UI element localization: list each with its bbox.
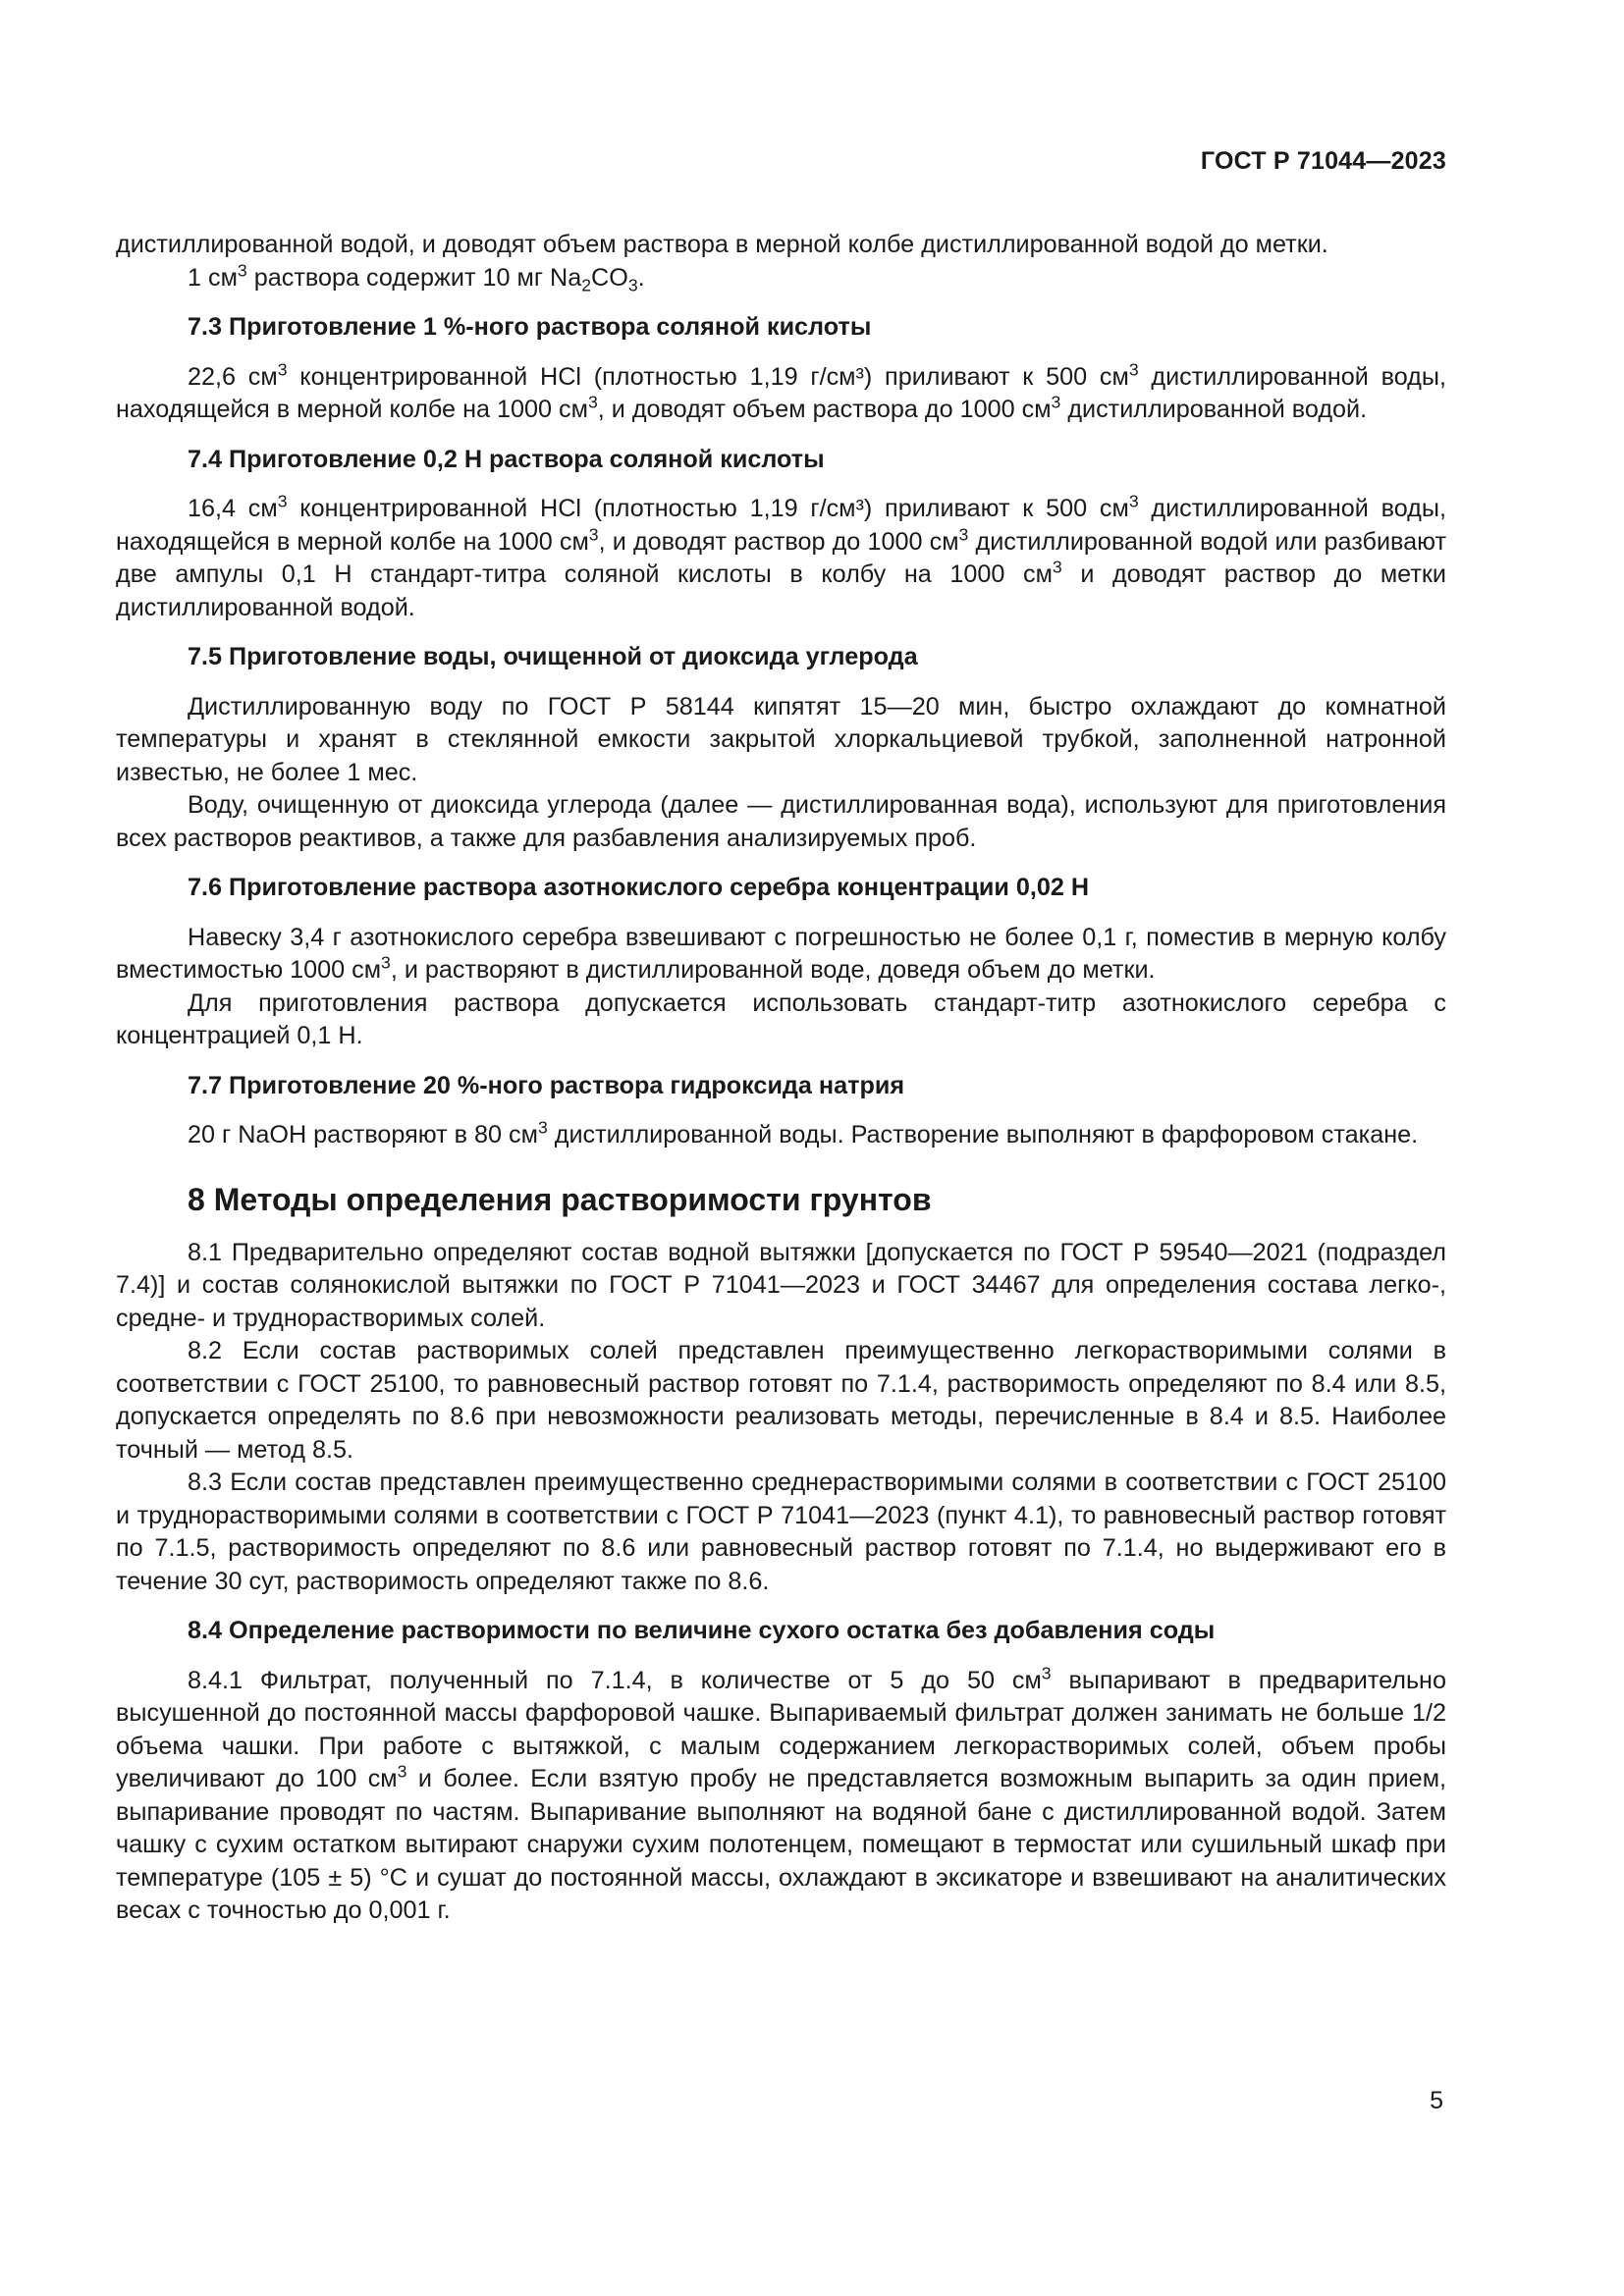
section-8-heading: 8 Методы определения растворимости грунтов (188, 1181, 932, 1217)
standard-header: ГОСТ Р 71044—2023 (1200, 147, 1446, 175)
section-8-4-heading: 8.4 Определение растворимости по величине сухого остатка без добавления соды (188, 1617, 1216, 1644)
section-8-4-1-text: 8.4.1 Фильтрат, полученный по 7.1.4, в количестве от 5 до 50 $см^3$ выпаривают в предварительно высушенной до постоянной массы фарфоровой чашке. Выпариваемый фильтрат должен занимать не больше 1/2 объема чашки. При работе с вытяжкой, с малым содержанием легкорастворимых солей, объем пробы увеличивают до 100 $см^3$ и более. Если взятую пробу не представляется возможным выпарить за один прием, выпаривание проводят по частям. Выпаривание выполняют на водяной бане с дистиллированной водой. Затем чашку с сухим остатком вытирают снаружи сухим полотенцем, помещают в термостат или сушильный шкаф при температуре (105 ± 5) °С и сушат до постоянной массы, охлаждают в эксикаторе и взвешивают на аналитических весах с точностью до 0,001 г. (116, 1662, 1447, 1924)
section-8-3-text: 8.3 Если состав представлен преимущественно среднерастворимыми солями в соответствии с ГОСТ 25100 и труднорастворимыми солями в соответствии с ГОСТ Р 71041—2023 (пункт 4.1), то равновесный раствор готовят по 7.1.5, растворимость определяют по 8.6 или равновесный раствор готовят по 7.1.4, но выдерживают его в течение 30 сут, растворимость определяют также по 8.6. (116, 1468, 1446, 1595)
section-8-2-text: 8.2 Если состав растворимых солей представлен преимущественно легкорастворимыми солями в соответствии с ГОСТ 25100, то равновесный раствор готовят по 7.1.4, растворимость определяют по 8.4 или 8.5, допускается определять по 8.6 при невозможности реализовать методы, перечисленные в 8.4 и 8.5. Наиболее точный — метод 8.5. (116, 1337, 1446, 1464)
section-7-6-text-1: Навеску 3,4 г азотнокислого серебра взвешивают с погрешностью не более 0,1 г, поместив в мерную колбу вместимостью 1000 $см^3$, и растворяют в дистиллированной воде, доведя объем до метки. (116, 923, 1446, 984)
section-7-7-heading: 7.7 Приготовление 20 %-ного раствора гидроксида натрия (188, 1071, 905, 1099)
section-7-4-heading: 7.4 Приготовление 0,2 Н раствора соляной кислоты (188, 445, 825, 473)
intro-paragraph: дистиллированной водой, и доводят объем раствора в мерной колбе дистиллированной водой до метки. (116, 231, 1328, 258)
section-8-1-text: 8.1 Предварительно определяют состав водной вытяжки [допускается по ГОСТ Р 59540—2021 (подраздел 7.4)] и состав солянокислой вытяжки по ГОСТ Р 71041—2023 и ГОСТ 34467 для определения состава легко-, средне- и труднорастворимых солей. (116, 1238, 1446, 1332)
section-7-3-text: 22,6 $см^3$ концентрированной HCl (плотностью 1,19 г/см³) приливают к 500 $см^3$ дистиллированной воды, находящейся в мерной колбе на 1000 $см^3$, и доводят объем раствора до 1000 $см^3$ дистиллированной водой. (116, 358, 1446, 423)
section-7-5-text-2: Воду, очищенную от диоксида углерода (далее — дистиллированная вода), используют для приготовления всех растворов реактивов, а также для разбавления анализируемых проб. (116, 791, 1446, 852)
section-7-7-text: 20 г NaOH растворяют в 80 $см^3$ дистиллированной воды. Растворение выполняют в фарфоровом стакане. (188, 1117, 1419, 1148)
section-7-4-text: 16,4 $см^3$ концентрированной HCl (плотностью 1,19 г/см³) приливают к 500 $см^3$ дистиллированной воды, находящейся в мерной колбе на 1000 $см^3$, и доводят раствор до 1000 $см^3$ дистиллированной водой или разбивают две ампулы 0,1 Н стандарт-титра соляной кислоты в колбу на 1000 $см^3$ и доводят раствор до метки дистиллированной водой. (116, 491, 1447, 621)
section-7-3-heading: 7.3 Приготовление 1 %-ного раствора соляной кислоты (188, 313, 872, 341)
section-7-6-heading: 7.6 Приготовление раствора азотнокислого серебра концентрации 0,02 Н (188, 874, 1090, 901)
page-number: 5 (1430, 2087, 1443, 2114)
section-7-6-text-2: Для приготовления раствора допускается использовать стандарт-титр азотнокислого серебра с концентрацией 0,1 Н. (116, 988, 1446, 1049)
intro-note: 1 $см^3$ раствора содержит 10 мг $Na_2CO_3$. (188, 259, 645, 294)
section-7-5-heading: 7.5 Приготовление воды, очищенной от диоксида углерода (188, 643, 918, 670)
section-7-5-text-1: Дистиллированную воду по ГОСТ Р 58144 кипятят 15—20 мин, быстро охлаждают до комнатной температуры и хранят в стеклянной емкости закрытой хлоркальциевой трубкой, заполненной натронной известью, не более 1 мес. (116, 692, 1446, 786)
document-body (116, 229, 1446, 1928)
